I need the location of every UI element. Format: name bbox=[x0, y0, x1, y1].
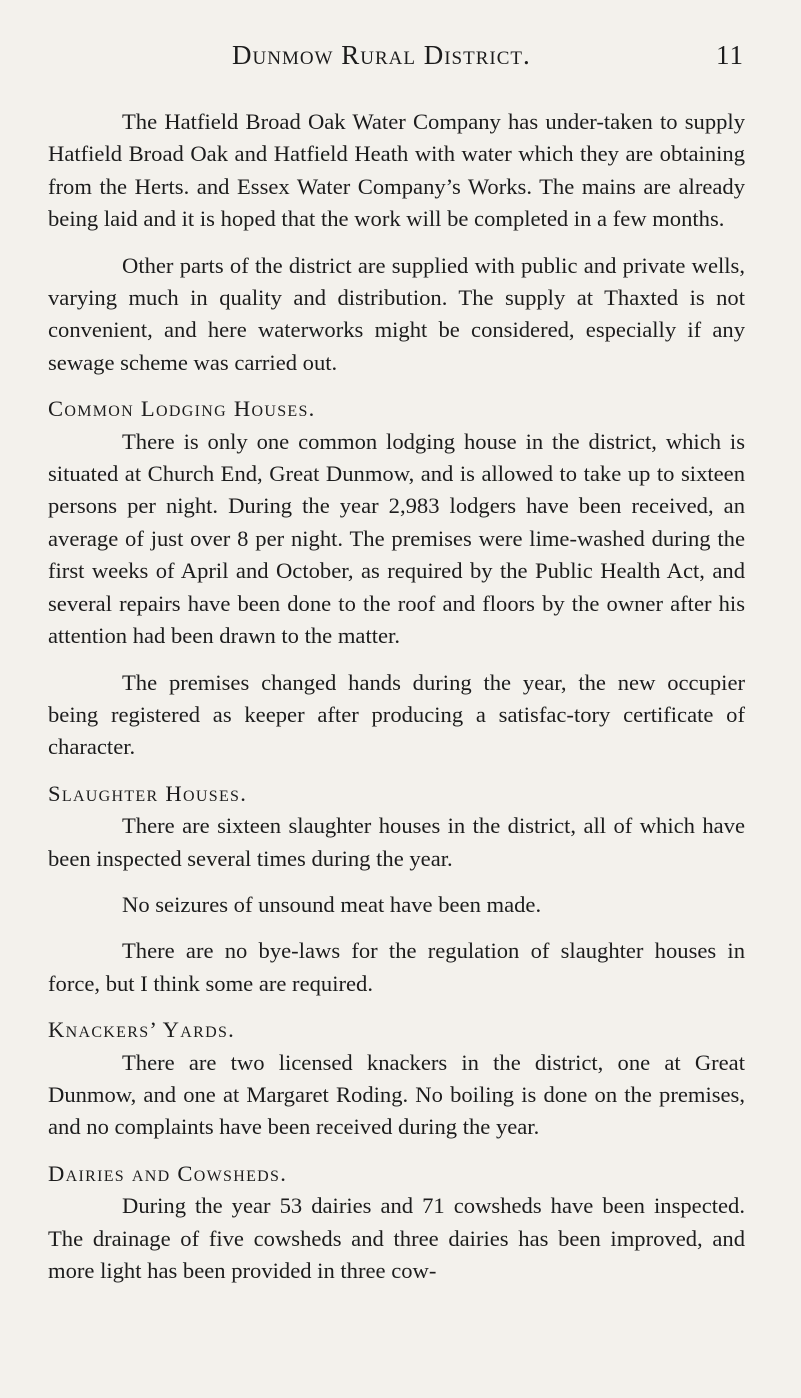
heading-common-lodging-houses: Common Lodging Houses. bbox=[48, 396, 316, 422]
paragraph-lodging-house: There is only one common lodging house in the district, which is situated at Church End, Great Dunmow, and is allowed to take up to sixteen persons per night. During the year 2,983 lodgers have been received, an average of just over 8 per night. The premises were lime-washed during the first weeks of April and October, as required by the Public Health Act, and several repairs have been done to the roof and floors by the owner after his attention had been drawn to the matter. bbox=[48, 428, 745, 649]
heading-dairies-cowsheds: Dairies and Cowsheds. bbox=[48, 1160, 288, 1186]
running-title: Dunmow Rural District. bbox=[232, 40, 531, 70]
heading-knackers-yards: Knackers’ Yards. bbox=[48, 1017, 236, 1043]
paragraph-dairies: During the year 53 dairies and 71 cowsheds have been inspected. The drainage of five cowsheds and three dairies has been improved, and more light has been provided in three cow- bbox=[48, 1193, 745, 1283]
paragraph-knackers: There are two licensed knackers in the district, one at Great Dunmow, and one at Margaret Roding. No boiling is done on the premises, and no complaints have been received during the year. bbox=[48, 1049, 745, 1140]
paragraph-seizures: No seizures of unsound meat have been made. bbox=[122, 891, 542, 917]
page-number: 11 bbox=[716, 40, 744, 70]
paragraph-slaughter-houses: There are sixteen slaughter houses in the district, all of which have been inspected several times during the year. bbox=[48, 813, 745, 871]
paragraph-water-company: The Hatfield Broad Oak Water Company has under-taken to supply Hatfield Broad Oak and Hatfield Heath with water which they are obtaining from the Herts. and Essex Water Company’s Works. The mains are already being laid and it is hoped that the work will be completed in a few months. bbox=[48, 109, 745, 232]
body-text bbox=[48, 106, 745, 1301]
paragraph-premises-changed: The premises changed hands during the year, the new occupier being registered as keeper after producing a satisfac-tory certificate of character. bbox=[48, 669, 745, 760]
running-head bbox=[232, 34, 744, 78]
paragraph-bye-laws: There are no bye-laws for the regulation of slaughter houses in force, but I think some are required. bbox=[48, 938, 745, 996]
heading-slaughter-houses: Slaughter Houses. bbox=[48, 780, 248, 806]
paragraph-wells: Other parts of the district are supplied with public and private wells, varying much in quality and distribution. The supply at Thaxted is not convenient, and here waterworks might be considered, especially if any sewage scheme was carried out. bbox=[48, 252, 745, 375]
